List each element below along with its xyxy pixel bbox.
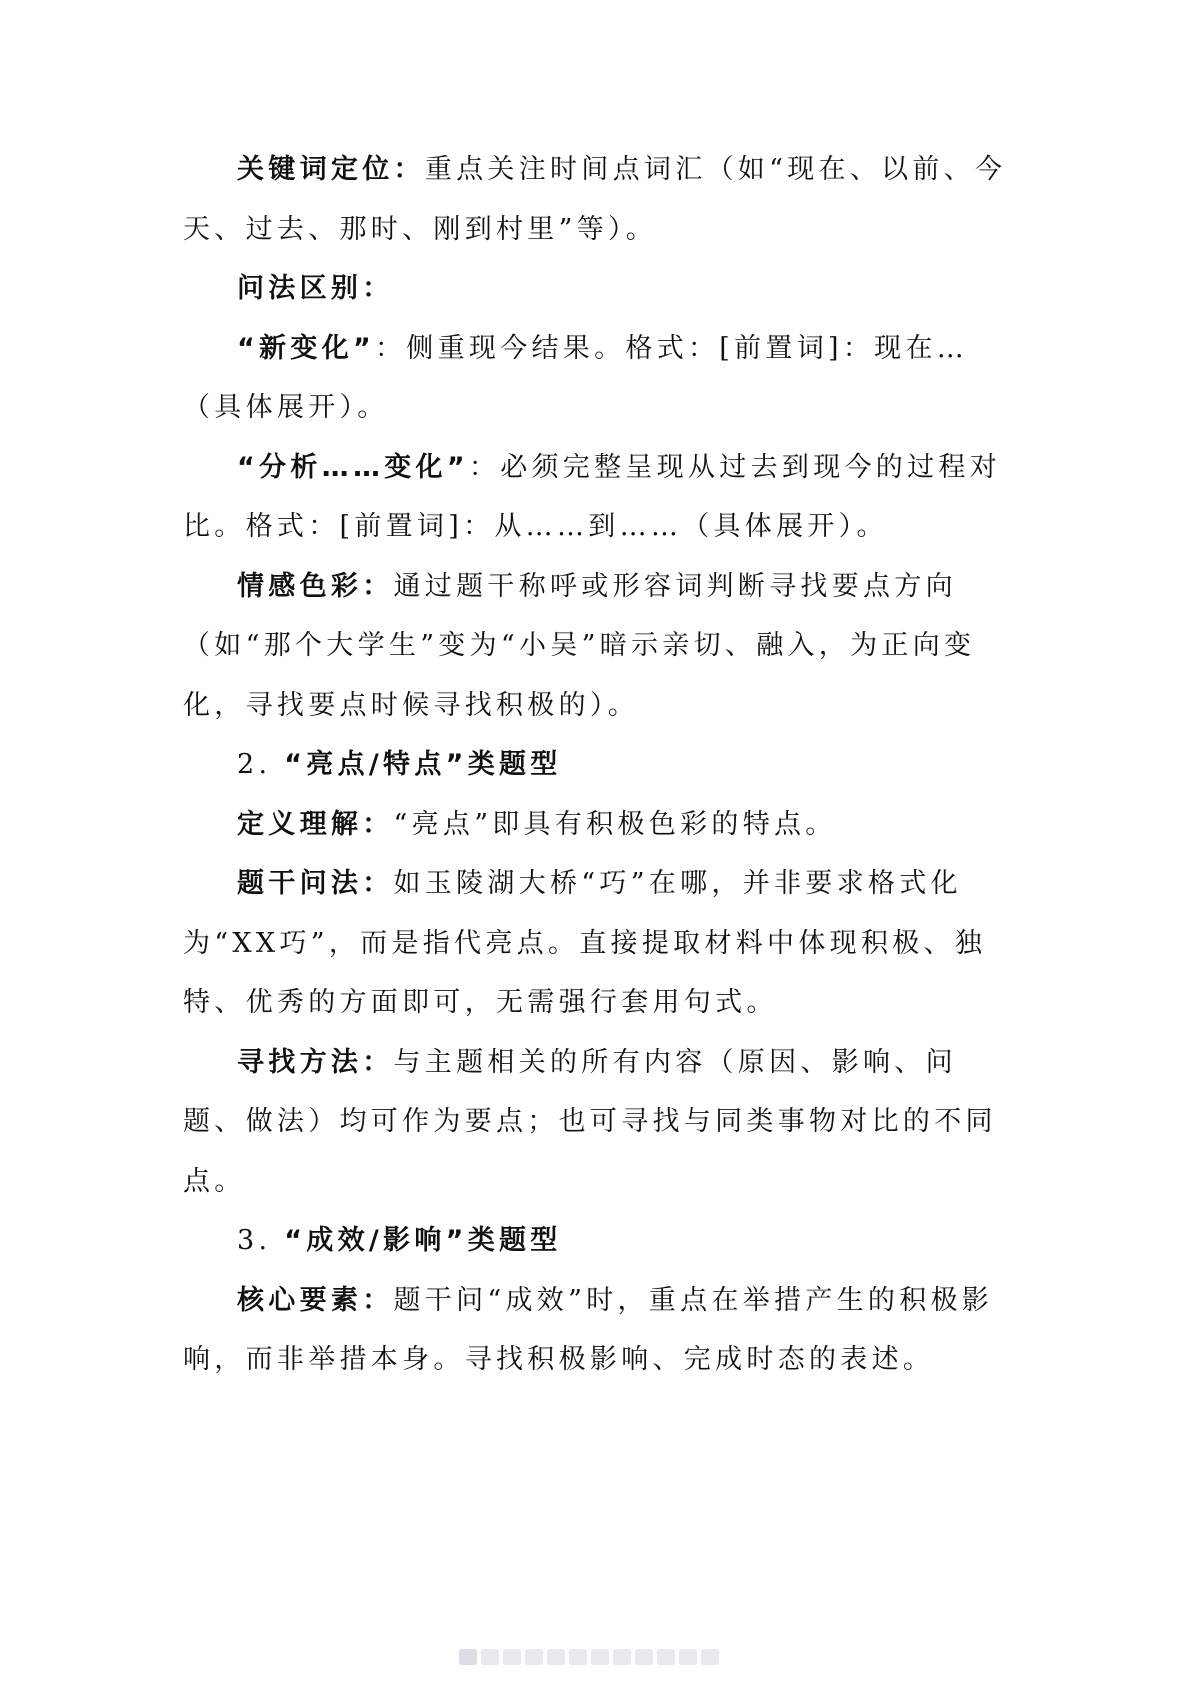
- bold-lead: 寻找方法：: [237, 1046, 394, 1078]
- paragraph-core-elements: [183, 1271, 1013, 1390]
- watermark-chip: [635, 1649, 653, 1665]
- bold-lead: “新变化”: [237, 332, 375, 364]
- paragraph-search-method: [183, 1033, 1013, 1212]
- paragraph-keyword-positioning: [183, 140, 1013, 259]
- watermark-chip: [701, 1649, 719, 1665]
- paragraph-new-change: [183, 319, 1013, 438]
- bold-lead: 关键词定位：: [237, 154, 425, 185]
- watermark-chip: [481, 1649, 499, 1665]
- paragraph-text: 重点关注时间点词汇（如“现在、以前、今天、过去、那时、刚到村里”等）。: [183, 154, 1007, 245]
- watermark-chip: [613, 1649, 631, 1665]
- bold-lead: 情感色彩：: [237, 570, 394, 602]
- paragraph-text: 如玉陵湖大桥“巧”在哪，并非要求格式化为“XX巧”，而是指代亮点。直接提取材料中体现积极、独特、优秀的方面即可，无需强行套用句式。: [183, 868, 987, 1018]
- paragraph-text: 通过题干称呼或形容词判断寻找要点方向（如“那个大学生”变为“小吴”暗示亲切、融入，为正向变化，寻找要点时候寻找积极的）。: [183, 570, 976, 721]
- watermark-chip: [525, 1649, 543, 1665]
- section-heading-highlights: [183, 735, 1013, 795]
- heading-number: 2.: [237, 749, 285, 780]
- document-body: [183, 140, 1013, 1390]
- bold-lead: 核心要素：: [237, 1284, 394, 1316]
- paragraph-definition: [183, 795, 1013, 855]
- paragraph-analyze-change: [183, 438, 1013, 557]
- paragraph-question-wording: [183, 854, 1013, 1033]
- watermark-chip: [657, 1649, 675, 1665]
- watermark-chip: [459, 1649, 477, 1665]
- watermark-chip: [591, 1649, 609, 1665]
- paragraph-emotional-color: [183, 557, 1013, 736]
- bold-lead: 定义理解：: [237, 808, 394, 840]
- section-heading-effects: [183, 1211, 1013, 1271]
- watermark-blocks: [459, 1648, 721, 1666]
- bold-lead: 题干问法：: [237, 868, 394, 899]
- watermark-chip: [547, 1649, 565, 1665]
- bold-lead: “分析……变化”: [237, 451, 469, 483]
- watermark-chip: [503, 1649, 521, 1665]
- paragraph-question-difference: [183, 259, 1013, 319]
- paragraph-text: 与主题相关的所有内容（原因、影响、问题、做法）均可作为要点；也可寻找与同类事物对比的不同点。: [183, 1046, 997, 1197]
- heading-text: “成效/影响”类题型: [284, 1225, 562, 1256]
- heading-text: “亮点/特点”类题型: [284, 749, 562, 780]
- paragraph-text: 题干问“成效”时，重点在举措产生的积极影响，而非举措本身。寻找积极影响、完成时态的表述。: [183, 1284, 994, 1375]
- watermark-chip: [679, 1649, 697, 1665]
- heading-number: 3.: [237, 1225, 285, 1256]
- paragraph-text: ：侧重现今结果。格式：[前置词]：现在…（具体展开）。: [183, 332, 969, 423]
- paragraph-text: “亮点”即具有积极色彩的特点。: [393, 808, 837, 840]
- bold-lead: 问法区别：: [237, 273, 394, 304]
- watermark-chip: [569, 1649, 587, 1665]
- paragraph-text: ：必须完整呈现从过去到现今的过程对比。格式：[前置词]：从……到……（具体展开）。: [183, 451, 1001, 542]
